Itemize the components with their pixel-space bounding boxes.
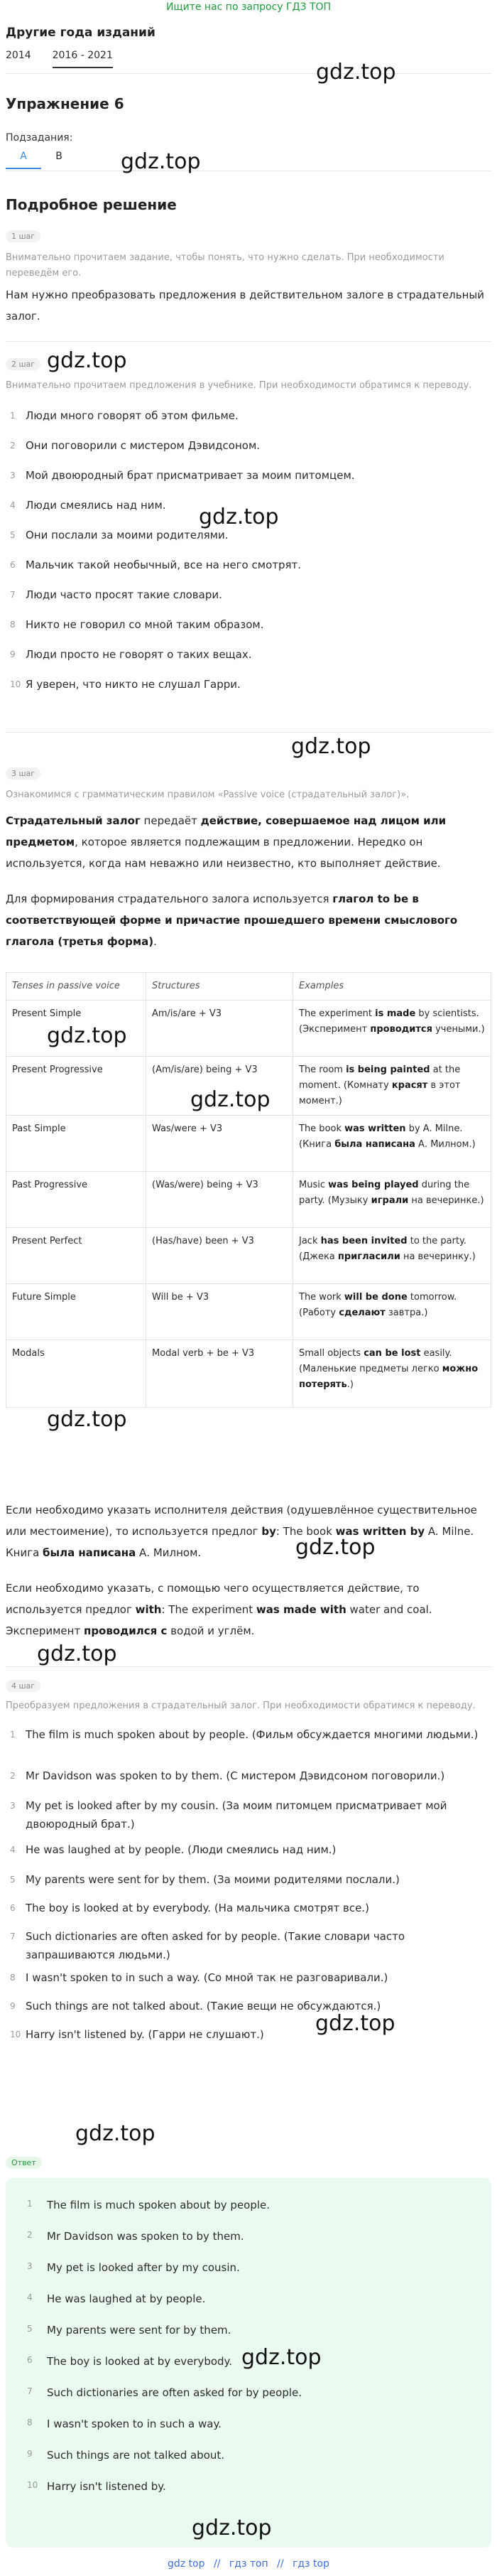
example-cell <box>293 1284 491 1340</box>
tense-cell: Present Perfect <box>6 1228 146 1284</box>
watermark: gdz.top <box>192 2516 272 2540</box>
answer-text: My parents were sent for by them. <box>47 2324 231 2337</box>
item-text: Harry isn't listened by. (Гарри не слушают.) <box>26 2028 264 2041</box>
list-item <box>6 615 491 634</box>
text: Если необходимо указать, с помощью чего осуществляется действие, то используется предлог <box>6 1582 420 1616</box>
item-text: Mr Davidson was spoken to by them. (С мистером Дэвидсоном поговорили.) <box>26 1769 445 1782</box>
item-text: Such things are not talked about. (Такие вещи не обсуждаются.) <box>26 2000 381 2012</box>
text: А. Милном.) <box>415 1139 476 1150</box>
step-hint: Внимательно прочитаем задание, чтобы понять, что нужно сделать. При необходимости переведём его. <box>6 252 444 279</box>
item-number: 9 <box>10 2001 16 2011</box>
text: .) <box>346 1379 354 1390</box>
text: Для формирования страдательного залога используется <box>6 893 333 905</box>
table-row <box>6 1172 491 1228</box>
example-cell <box>293 1001 491 1057</box>
watermark: gdz.top <box>316 60 396 85</box>
item-text: The film is much spoken about by people. (Фильм обсуждается многими людьми.) <box>26 1728 479 1741</box>
item-text: My pet is looked after by my cousin. (За моим питомцем присматривает мой двоюродный брат.) <box>26 1799 447 1831</box>
footer-links <box>0 2558 497 2570</box>
bold-term: by <box>261 1525 276 1538</box>
exercise-title: Упражнение 6 <box>6 95 124 112</box>
item-number: 5 <box>10 1875 16 1885</box>
answer-text: Mr Davidson was spoken to by them. <box>47 2230 244 2243</box>
year-tabs <box>6 50 113 68</box>
item-text: Such dictionaries are often asked for by people. (Такие словари часто запрашиваются людьми.) <box>26 1930 405 1961</box>
list-item <box>6 645 491 664</box>
list-item <box>6 1870 491 1889</box>
text: at the moment. (Комнату <box>299 1065 461 1091</box>
watermark: gdz.top <box>121 149 201 174</box>
bold-term: was made with <box>256 1603 346 1616</box>
text: water and coal. Эксперимент <box>6 1603 432 1637</box>
answer-text: I wasn't spoken to in such a way. <box>47 2418 222 2430</box>
answer-item <box>27 2230 481 2243</box>
text: на вечеринке.) <box>408 1195 484 1206</box>
item-number: 8 <box>10 620 16 630</box>
step-text: Нам нужно преобразовать предложения в действительном залоге в страдательный залог. <box>6 289 484 323</box>
item-text: Мальчик такой необычный, все на него смотрят. <box>26 559 302 571</box>
item-number: 1 <box>10 1730 16 1740</box>
answer-text: Such dictionaries are often asked for by people. <box>47 2386 302 2399</box>
watermark: gdz.top <box>241 2345 322 2370</box>
item-number: 4 <box>10 500 16 510</box>
watermark: gdz.top <box>75 2121 155 2146</box>
subtasks-label: Подзадания: <box>6 132 73 144</box>
watermark: gdz.top <box>295 1535 376 1560</box>
text: The book <box>299 1123 345 1134</box>
subtask-tab-b[interactable]: В <box>55 151 62 162</box>
item-number: 8 <box>10 1973 16 1983</box>
item-text: Люди много говорят об этом фильме. <box>26 409 239 422</box>
item-text: Люди смеялись над ним. <box>26 499 166 512</box>
text: : The experiment <box>161 1603 256 1616</box>
list-item <box>6 2025 491 2044</box>
bold-term: сделают <box>339 1308 386 1318</box>
bold-term: была написана <box>43 1546 136 1559</box>
text: на вечеринку.) <box>400 1251 476 1262</box>
item-number: 2 <box>10 1771 16 1781</box>
item-number: 6 <box>10 1903 16 1913</box>
text: A. Milne. Книга <box>6 1525 474 1559</box>
watermark: gdz.top <box>291 734 371 759</box>
bold-term: can be lost <box>364 1348 421 1359</box>
item-text: I wasn't spoken to in such a way. (Со мной так не разговаривали.) <box>26 1971 388 1984</box>
example-cell <box>293 1116 491 1172</box>
list-item <box>6 1997 491 2015</box>
footer-link[interactable]: гдз top <box>293 2558 329 2570</box>
tense-cell: Past Progressive <box>6 1172 146 1228</box>
bold-term: is being painted <box>346 1065 430 1075</box>
text: tomorrow. (Работу <box>299 1292 457 1318</box>
text: easily. (Маленькие предметы легко <box>299 1348 452 1374</box>
text: Если необходимо указать исполнителя действия (одушевлённое существительное или местоимение), то используется предлог <box>6 1504 477 1538</box>
list-item <box>6 1899 491 1917</box>
answer-text: Harry isn't listened by. <box>47 2480 166 2493</box>
bold-term: was being played <box>328 1180 419 1190</box>
text: to the party. (Джека <box>299 1236 467 1262</box>
rule-paragraph <box>6 1578 491 1642</box>
answer-badge: Ответ <box>6 2157 42 2169</box>
text: водой и углём. <box>167 1624 255 1637</box>
item-text: The boy is looked at by everybody. (На мальчика смотрят все.) <box>26 1902 369 1914</box>
list-item <box>6 466 491 485</box>
item-text: Они послали за моими родителями. <box>26 529 229 541</box>
structure-cell: (Has/have) been + V3 <box>146 1228 293 1284</box>
answer-text: Such things are not talked about. <box>47 2449 225 2462</box>
item-text: Никто не говорил со мной таким образом. <box>26 618 264 631</box>
item-text: Они поговорили с мистером Дэвидсоном. <box>26 439 261 452</box>
answer-number: 3 <box>27 2261 33 2271</box>
text: Jack <box>299 1236 321 1246</box>
item-number: 3 <box>10 1801 16 1811</box>
answer-number: 10 <box>27 2480 38 2490</box>
tense-cell: Modals <box>6 1340 146 1408</box>
bold-term: has been invited <box>320 1236 408 1246</box>
list-item <box>6 436 491 455</box>
item-text: Люди часто просят такие словари. <box>26 588 222 601</box>
item-text: Я уверен, что никто не слушал Гарри. <box>26 678 241 691</box>
text: Music <box>299 1180 329 1190</box>
list-item <box>6 1927 491 1964</box>
bold-term: проводится <box>370 1024 432 1035</box>
watermark: gdz.top <box>199 505 279 529</box>
subtask-tab-a[interactable]: А <box>6 151 41 169</box>
divider <box>6 732 491 733</box>
watermark: gdz.top <box>315 2011 395 2036</box>
step-badge: 1 шаг <box>6 230 40 242</box>
watermark: gdz.top <box>47 1407 127 1432</box>
structure-cell: Am/is/are + V3 <box>146 1001 293 1057</box>
text: The room <box>299 1065 346 1075</box>
table-row <box>6 1228 491 1284</box>
example-cell <box>293 1228 491 1284</box>
list-item <box>6 675 491 694</box>
step-badge: 4 шаг <box>6 1680 40 1692</box>
watermark: gdz.top <box>190 1087 271 1112</box>
item-number: 6 <box>10 560 16 570</box>
tense-cell: Present Simple <box>6 1001 146 1057</box>
example-cell <box>293 1172 491 1228</box>
text: : The book <box>275 1525 336 1538</box>
answer-number: 1 <box>27 2199 33 2209</box>
list-item <box>6 586 491 604</box>
bold-term: пригласили <box>337 1251 400 1262</box>
table-header: Structures <box>146 973 293 1001</box>
answer-item <box>27 2324 481 2337</box>
list-item <box>6 1725 491 1744</box>
list-item <box>6 406 491 425</box>
tense-cell: Past Simple <box>6 1116 146 1172</box>
bold-term: глагол to be в соответствующей форме и причастие прошедшего времени смыслового глагола (третья форма) <box>6 893 458 948</box>
item-text: Люди просто не говорят о таких вещах. <box>26 648 252 661</box>
bold-term: действие, совершаемое над лицом или предметом <box>6 814 447 848</box>
example-cell <box>293 1340 491 1408</box>
answer-item <box>27 2480 481 2493</box>
bold-term: was written by <box>335 1525 425 1538</box>
rule-paragraph <box>6 888 491 952</box>
answer-number: 6 <box>27 2355 33 2365</box>
answer-item <box>27 2261 481 2274</box>
answer-number: 4 <box>27 2292 33 2302</box>
step-badge: 3 шаг <box>6 767 40 780</box>
step-hint: Внимательно прочитаем предложения в учебнике. При необходимости обратимся к переводу. <box>6 380 472 391</box>
text: А. Милном. <box>136 1546 202 1559</box>
item-number: 1 <box>10 411 16 421</box>
item-number: 7 <box>10 1931 16 1941</box>
item-number: 3 <box>10 470 16 480</box>
bold-term: играли <box>371 1195 409 1206</box>
item-text: Мой двоюродный брат присматривает за моим питомцем. <box>26 469 355 482</box>
text: в этот момент.) <box>299 1080 461 1106</box>
structure-cell: Will be + V3 <box>146 1284 293 1340</box>
answer-number: 8 <box>27 2418 33 2427</box>
answer-number: 7 <box>27 2386 33 2396</box>
bold-term: with <box>135 1603 162 1616</box>
bold-term: Страдательный залог <box>6 814 141 827</box>
bold-term: была написана <box>334 1139 415 1150</box>
divider <box>6 1666 491 1667</box>
table-row <box>6 1116 491 1172</box>
answer-item <box>27 2292 481 2305</box>
bold-term: проводился с <box>83 1624 168 1637</box>
table-row <box>6 1340 491 1408</box>
answer-item <box>27 2199 481 2211</box>
table-header: Examples <box>293 973 491 1001</box>
search-hint-link[interactable]: Ищите нас по запросу ГДЗ ТОП <box>165 1 332 13</box>
subtask-tabs <box>6 151 77 169</box>
text: by scientists. (Эксперимент <box>299 1008 479 1035</box>
text: by A. Milne. (Книга <box>299 1123 463 1150</box>
footer-link[interactable]: гдз топ <box>229 2558 268 2570</box>
rule-paragraph <box>6 810 491 874</box>
item-number: 10 <box>10 2030 21 2039</box>
tense-cell: Future Simple <box>6 1284 146 1340</box>
answer-item <box>27 2449 481 2462</box>
item-number: 4 <box>10 1845 16 1855</box>
answer-text: My pet is looked after by my cousin. <box>47 2261 240 2274</box>
text: учеными.) <box>432 1024 485 1035</box>
item-text: My parents were sent for by them. (За моими родителями послали.) <box>26 1873 400 1886</box>
solution-title: Подробное решение <box>6 196 177 213</box>
table-row <box>6 1284 491 1340</box>
answer-number: 9 <box>27 2449 33 2459</box>
bold-term: was written <box>344 1123 406 1134</box>
text: завтра.) <box>385 1308 428 1318</box>
text: . <box>153 935 157 948</box>
bold-term: is made <box>375 1008 416 1019</box>
step-hint: Преобразуем предложения в страдательный залог. При необходимости обратимся к переводу. <box>6 1701 476 1711</box>
example-cell <box>293 1057 491 1116</box>
footer-link[interactable]: gdz top <box>168 2558 205 2570</box>
year-tab-2016-2021[interactable]: 2016 - 2021 <box>53 50 113 68</box>
answer-item <box>27 2418 481 2430</box>
tense-cell: Present Progressive <box>6 1057 146 1116</box>
list-item <box>6 556 491 574</box>
answer-text: The film is much spoken about by people. <box>47 2199 271 2211</box>
watermark: gdz.top <box>47 348 127 373</box>
text: передаёт <box>140 814 201 827</box>
bold-term: можно потерять <box>299 1364 479 1390</box>
item-number: 7 <box>10 590 16 600</box>
rule-paragraph <box>6 1499 491 1563</box>
list-item <box>6 1796 491 1833</box>
answer-number: 2 <box>27 2230 33 2240</box>
divider <box>6 341 491 342</box>
answer-text: He was laughed at by people. <box>47 2292 206 2305</box>
year-tab-2014[interactable]: 2014 <box>6 50 31 61</box>
bold-term: will be done <box>344 1292 408 1303</box>
other-years-title: Другие года изданий <box>6 26 155 40</box>
footer-separator: // <box>214 2558 221 2570</box>
item-number: 5 <box>10 530 16 540</box>
table-header: Tenses in passive voice <box>6 973 146 1001</box>
bold-term: красят <box>391 1080 428 1091</box>
list-item <box>6 1767 491 1785</box>
item-number: 9 <box>10 650 16 659</box>
footer-separator: // <box>277 2558 284 2570</box>
text: Small objects <box>299 1348 364 1359</box>
divider <box>6 73 491 74</box>
structure-cell: (Am/is/are) being + V3 <box>146 1057 293 1116</box>
structure-cell: Modal verb + be + V3 <box>146 1340 293 1408</box>
watermark: gdz.top <box>37 1642 117 1666</box>
text: The experiment <box>299 1008 376 1019</box>
text: during the party. (Музыку <box>299 1180 470 1206</box>
structure-cell: Was/were + V3 <box>146 1116 293 1172</box>
list-item <box>6 1841 491 1859</box>
answer-item <box>27 2386 481 2399</box>
step-badge: 2 шаг <box>6 358 40 370</box>
list-item <box>6 1968 491 1987</box>
table-header-row <box>6 973 491 1001</box>
item-number: 2 <box>10 441 16 451</box>
answer-text: The boy is looked at by everybody. <box>47 2355 233 2368</box>
text: , которое является подлежащим в предложении. Нередко он используется, когда нам неважно или неизвестно, кто выполняет действие. <box>6 836 441 870</box>
step-hint: Ознакомимся с грамматическим правилом «Passive voice (страдательный залог)». <box>6 789 410 800</box>
item-number: 10 <box>10 679 21 689</box>
text: The work <box>299 1292 344 1303</box>
watermark: gdz.top <box>47 1023 127 1048</box>
item-text: He was laughed at by people. (Люди смеялись над ним.) <box>26 1843 337 1856</box>
answer-number: 5 <box>27 2324 33 2334</box>
structure-cell: (Was/were) being + V3 <box>146 1172 293 1228</box>
